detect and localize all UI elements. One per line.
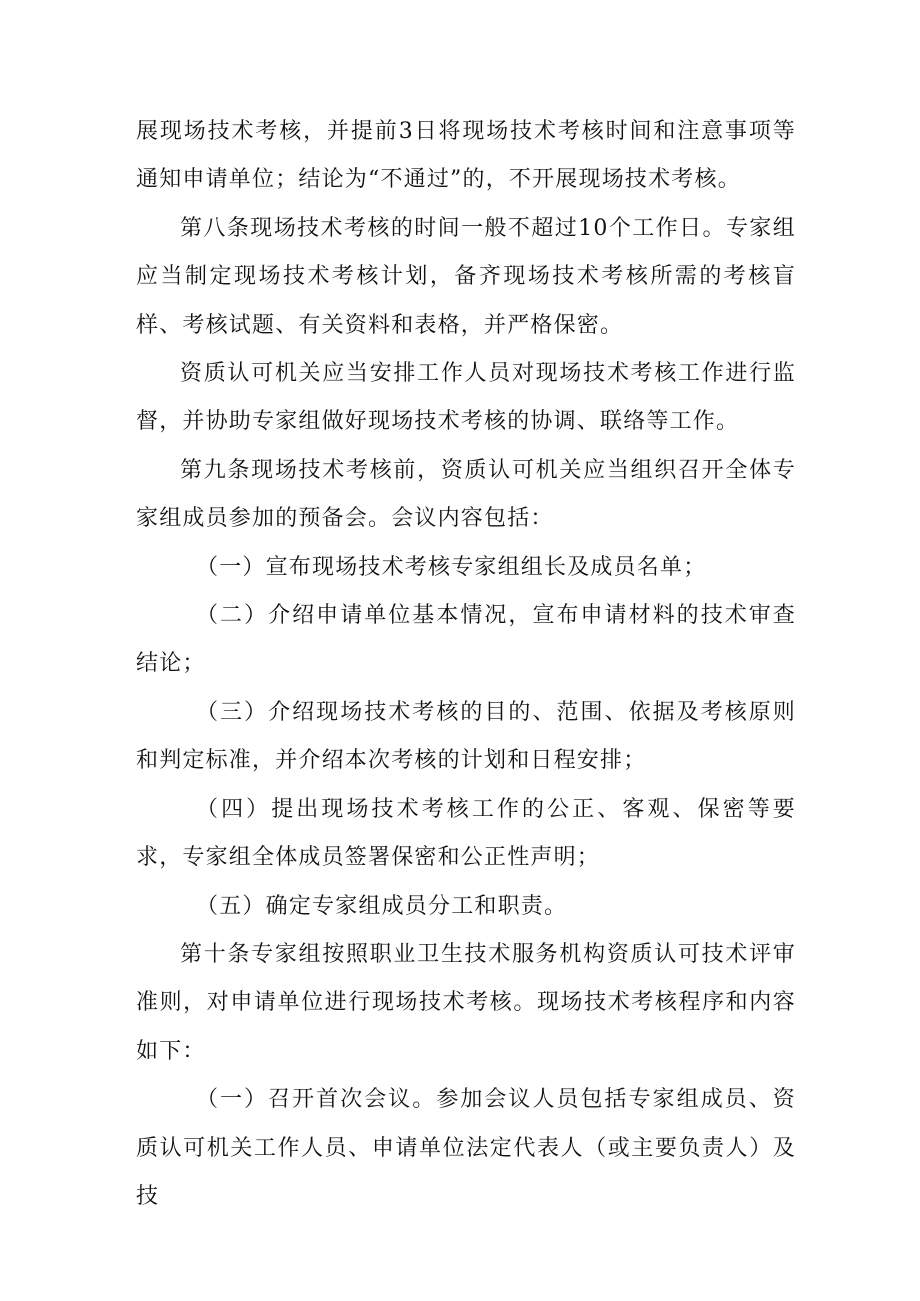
list-item-1: （一）宣布现场技术考核专家组组长及成员名单； <box>196 554 707 580</box>
paragraph-article-9: 第九条现场技术考核前，资质认可机关应当组织召开全体专家组成员参加的预备会。会议内容包括： <box>136 457 796 532</box>
list-item-2: （二）介绍申请单位基本情况，宣布申请材料的技术审查结论； <box>136 603 796 677</box>
list-item-4: （四）提出现场技术考核工作的公正、客观、保密等要求，专家组全体成员签署保密和公正性声明； <box>136 796 796 871</box>
paragraph-supervision: 资质认可机关应当安排工作人员对现场技术考核工作进行监督，并协助专家组做好现场技术考核的协调、联络等工作。 <box>136 361 796 435</box>
list-item-5: （五）确定专家组成员分工和职责。 <box>196 893 568 919</box>
document-body <box>136 108 796 1221</box>
paragraph-article-10: 第十条专家组按照职业卫生技术服务机构资质认可技术评审准则，对申请单位进行现场技术考核。现场技术考核程序和内容如下： <box>136 941 796 1064</box>
list-item-first-meeting: （一）召开首次会议。参加会议人员包括专家组成员、资质认可机关工作人员、申请单位法定代表人（或主要负责人）及技 <box>136 1087 796 1209</box>
paragraph-continuation: 展现场技术考核，并提前3日将现场技术考核时间和注意事项等通知申请单位；结论为“不通过”的，不开展现场技术考核。 <box>136 119 796 193</box>
paragraph-article-8: 第八条现场技术考核的时间一般不超过10个工作日。专家组应当制定现场技术考核计划，备齐现场技术考核所需的考核盲样、考核试题、有关资料和表格，并严格保密。 <box>136 215 796 338</box>
list-item-3: （三）介绍现场技术考核的目的、范围、依据及考核原则和判定标准，并介绍本次考核的计划和日程安排； <box>136 699 796 774</box>
